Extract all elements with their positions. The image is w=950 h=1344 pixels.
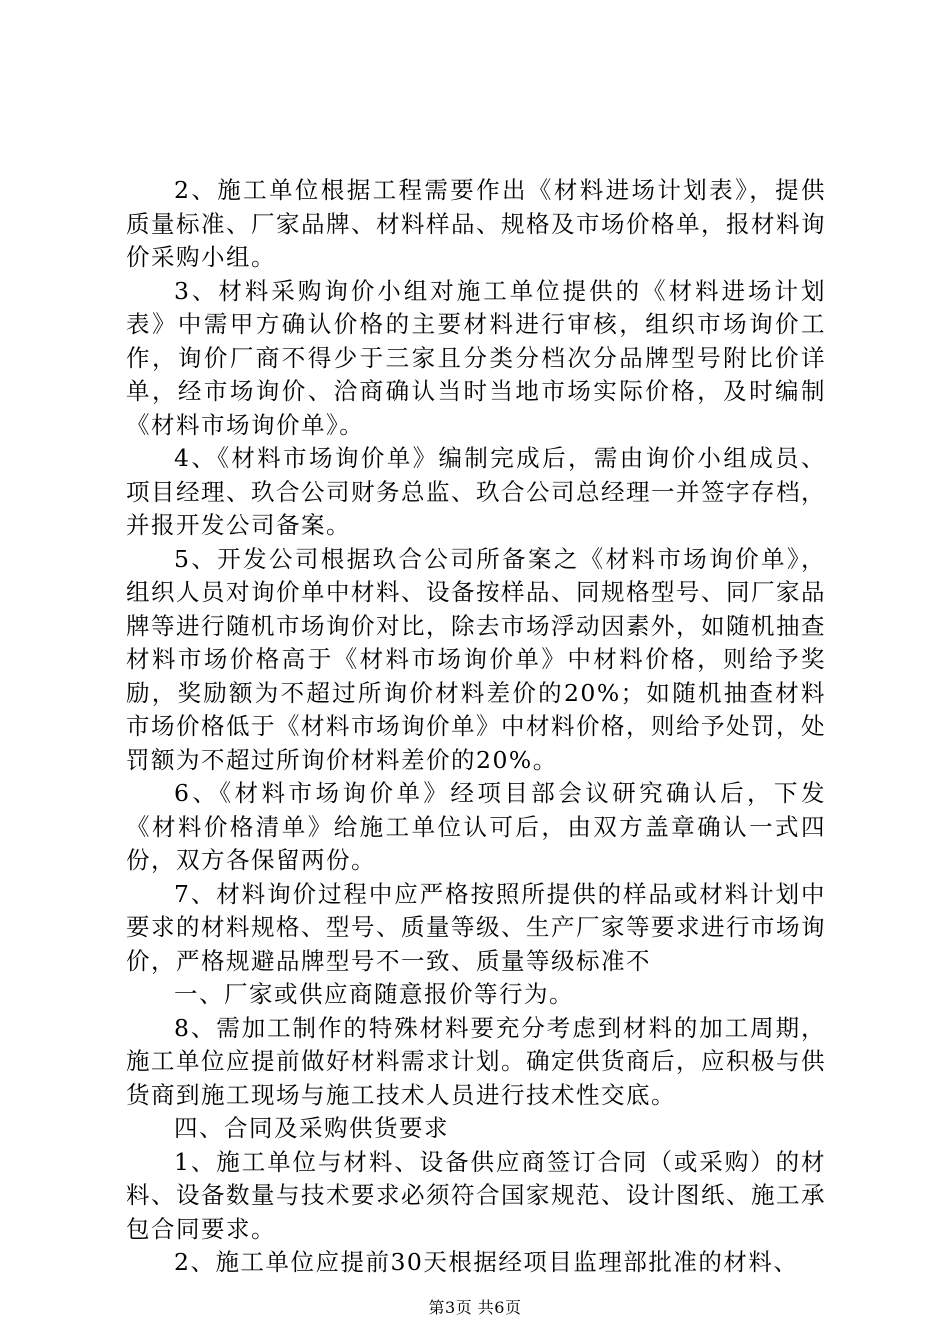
- paragraph-item-2-plan: 2、施工单位根据工程需要作出《材料进场计划表》，提供质量标准、厂家品牌、材料样品、规格及市场价格单，报材料询价采购小组。: [126, 176, 826, 271]
- page-number-footer: 第3页 共6页: [428, 1298, 522, 1317]
- paragraph-item-7-inquiry: 7、材料询价过程中应严格按照所提供的样品或材料计划中要求的材料规格、型号、质量等级、生产厂家等要求进行市场询价，严格规避品牌型号不一致、质量等级标准不: [126, 879, 826, 975]
- section-heading-contract: 四、合同及采购供货要求: [174, 1114, 449, 1142]
- paragraph-item-8-special: 8、需加工制作的特殊材料要充分考虑到材料的加工周期，施工单位应提前做好材料需求计划。确定供货商后，应积极与供货商到施工现场与施工技术人员进行技术性交底。: [126, 1013, 826, 1109]
- paragraph-item-7-continued: 一、厂家或供应商随意报价等行为。: [174, 980, 574, 1008]
- paragraph-item-3-review: 3、材料采购询价小组对施工单位提供的《材料进场计划表》中需甲方确认价格的主要材料进行审核，组织市场询价工作，询价厂商不得少于三家且分类分档次分品牌型号附比价详单，经市场询价、洽商确认当时当地市场实际价格，及时编制《材料市场询价单》。: [126, 276, 826, 439]
- paragraph-item-1-contract: 1、施工单位与材料、设备供应商签订合同（或采购）的材料、设备数量与技术要求必须符合国家规范、设计图纸、施工承包合同要求。: [126, 1147, 826, 1243]
- paragraph-item-6-confirm: 6、《材料市场询价单》经项目部会议研究确认后，下发《材料价格清单》给施工单位认可后，由双方盖章确认一式四份，双方各保留两份。: [126, 779, 826, 874]
- paragraph-item-5-check: 5、开发公司根据玖合公司所备案之《材料市场询价单》，组织人员对询价单中材料、设备按样品、同规格型号、同厂家品牌等进行随机市场询价对比，除去市场浮动因素外，如随机抽查材料市场价格高于《材料市场询价单》中材料价格，则给予奖励，奖励额为不超过所询价材料差价的20%；如随机抽查材料市场价格低于《材料市场询价单》中材料价格，则给予处罚，处罚额为不超过所询价材料差价的20%。: [126, 544, 826, 774]
- document-body: [126, 174, 826, 1280]
- paragraph-item-4-sign: 4、《材料市场询价单》编制完成后，需由询价小组成员、项目经理、玖合公司财务总监、玖合公司总经理一并签字存档，并报开发公司备案。: [126, 444, 826, 539]
- paragraph-item-2-supply: 2、施工单位应提前30天根据经项目监理部批准的材料、: [174, 1248, 799, 1276]
